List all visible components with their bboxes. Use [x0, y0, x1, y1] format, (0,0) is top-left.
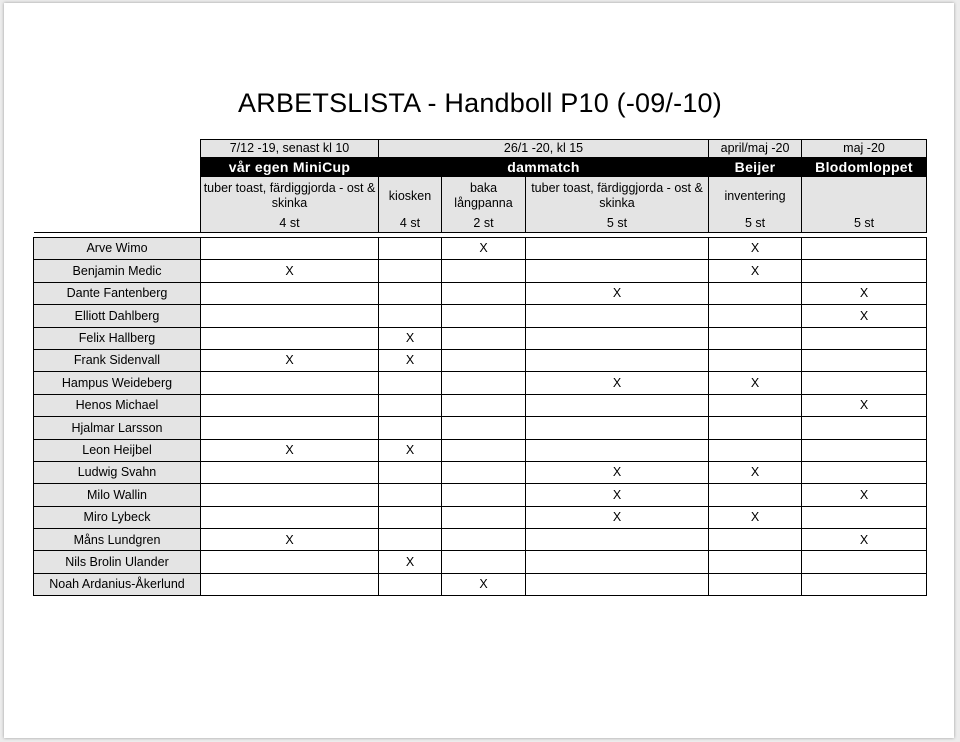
player-name: Felix Hallberg [34, 327, 201, 349]
assignment-cell [201, 506, 379, 528]
assignment-cell [709, 394, 802, 416]
player-name: Arve Wimo [34, 238, 201, 260]
page-title: ARBETSLISTA - Handboll P10 (-09/-10) [238, 88, 722, 118]
assignment-cell [442, 372, 526, 394]
player-name: Ludwig Svahn [34, 461, 201, 483]
assignment-cell [526, 417, 709, 439]
assignment-cell [201, 461, 379, 483]
player-name: Milo Wallin [34, 484, 201, 506]
assignment-cell [442, 282, 526, 304]
assignment-cell [201, 551, 379, 573]
assignment-cell: X [709, 372, 802, 394]
assignment-cell [526, 238, 709, 260]
group-date: 7/12 -19, senast kl 10 [201, 140, 379, 158]
table-row [34, 349, 927, 371]
player-name: Frank Sidenvall [34, 349, 201, 371]
assignment-cell [709, 439, 802, 461]
table-row [34, 394, 927, 416]
assignment-cell [379, 484, 442, 506]
assignment-cell: X [379, 327, 442, 349]
player-name: Nils Brolin Ulander [34, 551, 201, 573]
player-name: Noah Ardanius-Åkerlund [34, 573, 201, 595]
table-row [34, 573, 927, 595]
assignment-cell: X [526, 461, 709, 483]
task-count: 5 st [709, 215, 802, 233]
assignment-cell [709, 282, 802, 304]
assignment-cell [201, 394, 379, 416]
group-event: vår egen MiniCup [201, 158, 379, 177]
player-name: Miro Lybeck [34, 506, 201, 528]
task-label: inventering [709, 177, 802, 216]
assignment-cell: X [526, 484, 709, 506]
assignment-cell [379, 372, 442, 394]
assignment-cell [379, 573, 442, 595]
assignment-cell [802, 573, 927, 595]
assignment-cell [709, 417, 802, 439]
player-name: Benjamin Medic [34, 260, 201, 282]
assignment-cell: X [709, 260, 802, 282]
assignment-cell: X [802, 305, 927, 327]
table-row [34, 484, 927, 506]
group-date: 26/1 -20, kl 15 [379, 140, 709, 158]
assignment-cell: X [379, 349, 442, 371]
task-label: tuber toast, färdiggjorda - ost & skinka [526, 177, 709, 216]
assignment-cell [802, 439, 927, 461]
assignment-cell [526, 394, 709, 416]
work-list-table [33, 139, 927, 596]
assignment-cell [379, 417, 442, 439]
assignment-cell [526, 349, 709, 371]
assignment-cell: X [526, 372, 709, 394]
player-name: Hjalmar Larsson [34, 417, 201, 439]
table-row [34, 372, 927, 394]
assignment-cell: X [379, 439, 442, 461]
assignment-cell [379, 238, 442, 260]
task-count: 4 st [201, 215, 379, 233]
assignment-cell [709, 529, 802, 551]
task-count: 5 st [526, 215, 709, 233]
table-row [34, 417, 927, 439]
assignment-cell [379, 506, 442, 528]
assignment-cell [526, 529, 709, 551]
assignment-cell [709, 349, 802, 371]
group-date: april/maj -20 [709, 140, 802, 158]
assignment-cell [201, 484, 379, 506]
group-event: Blodomloppet [802, 158, 927, 177]
table-row [34, 282, 927, 304]
assignment-cell [442, 439, 526, 461]
logo-cell [34, 140, 201, 233]
assignment-cell [379, 529, 442, 551]
assignment-cell: X [201, 349, 379, 371]
assignment-cell [526, 551, 709, 573]
table-row [34, 327, 927, 349]
player-name: Leon Heijbel [34, 439, 201, 461]
assignment-cell [379, 461, 442, 483]
assignment-cell [709, 573, 802, 595]
assignment-cell [442, 394, 526, 416]
assignment-cell [526, 573, 709, 595]
assignment-cell: X [442, 573, 526, 595]
task-count: 4 st [379, 215, 442, 233]
assignment-cell: X [526, 282, 709, 304]
assignment-cell [802, 417, 927, 439]
assignment-cell [802, 551, 927, 573]
assignment-cell [201, 238, 379, 260]
assignment-cell [379, 282, 442, 304]
assignment-cell [201, 282, 379, 304]
assignment-cell [802, 461, 927, 483]
table-row [34, 439, 927, 461]
assignment-cell: X [709, 238, 802, 260]
assignment-cell [201, 327, 379, 349]
assignment-cell: X [709, 461, 802, 483]
assignment-cell [442, 260, 526, 282]
task-count: 5 st [802, 215, 927, 233]
group-event: dammatch [379, 158, 709, 177]
assignment-cell [442, 349, 526, 371]
task-count: 2 st [442, 215, 526, 233]
assignment-cell [379, 394, 442, 416]
assignment-cell [379, 305, 442, 327]
assignment-cell [379, 260, 442, 282]
assignment-cell [709, 551, 802, 573]
table-row [34, 506, 927, 528]
assignment-cell: X [201, 439, 379, 461]
assignment-cell [802, 260, 927, 282]
assignment-cell [442, 551, 526, 573]
assignment-cell [442, 461, 526, 483]
assignment-cell [201, 573, 379, 595]
assignment-cell [526, 260, 709, 282]
player-name: Dante Fantenberg [34, 282, 201, 304]
player-name: Elliott Dahlberg [34, 305, 201, 327]
table-row [34, 305, 927, 327]
task-label: tuber toast, färdiggjorda - ost & skinka [201, 177, 379, 216]
assignment-cell [201, 305, 379, 327]
assignment-cell [709, 484, 802, 506]
assignment-cell [802, 349, 927, 371]
assignment-cell [709, 327, 802, 349]
assignment-cell [802, 327, 927, 349]
assignment-cell [802, 506, 927, 528]
assignment-cell [442, 417, 526, 439]
table-row [34, 529, 927, 551]
assignment-cell [709, 305, 802, 327]
assignment-cell: X [802, 394, 927, 416]
assignment-cell: X [802, 484, 927, 506]
table-row [34, 260, 927, 282]
table-row [34, 461, 927, 483]
assignment-cell: X [201, 260, 379, 282]
table-row [34, 551, 927, 573]
assignment-cell: X [201, 529, 379, 551]
player-name: Hampus Weideberg [34, 372, 201, 394]
assignment-cell [201, 372, 379, 394]
assignment-cell [526, 305, 709, 327]
assignment-cell [442, 484, 526, 506]
player-name: Henos Michael [34, 394, 201, 416]
assignment-cell [526, 439, 709, 461]
table-row [34, 238, 927, 260]
group-event: Beijer [709, 158, 802, 177]
assignment-cell: X [709, 506, 802, 528]
player-name: Måns Lundgren [34, 529, 201, 551]
assignment-cell [442, 327, 526, 349]
assignment-cell: X [526, 506, 709, 528]
assignment-cell [442, 529, 526, 551]
assignment-cell: X [802, 529, 927, 551]
assignment-cell [802, 372, 927, 394]
assignment-cell: X [442, 238, 526, 260]
assignment-cell [442, 506, 526, 528]
assignment-cell [802, 238, 927, 260]
assignment-cell: X [802, 282, 927, 304]
group-date: maj -20 [802, 140, 927, 158]
assignment-cell [201, 417, 379, 439]
assignment-cell [526, 327, 709, 349]
task-label: baka långpanna [442, 177, 526, 216]
assignment-cell: X [379, 551, 442, 573]
assignment-cell [442, 305, 526, 327]
task-label: kiosken [379, 177, 442, 216]
task-label [802, 177, 927, 216]
